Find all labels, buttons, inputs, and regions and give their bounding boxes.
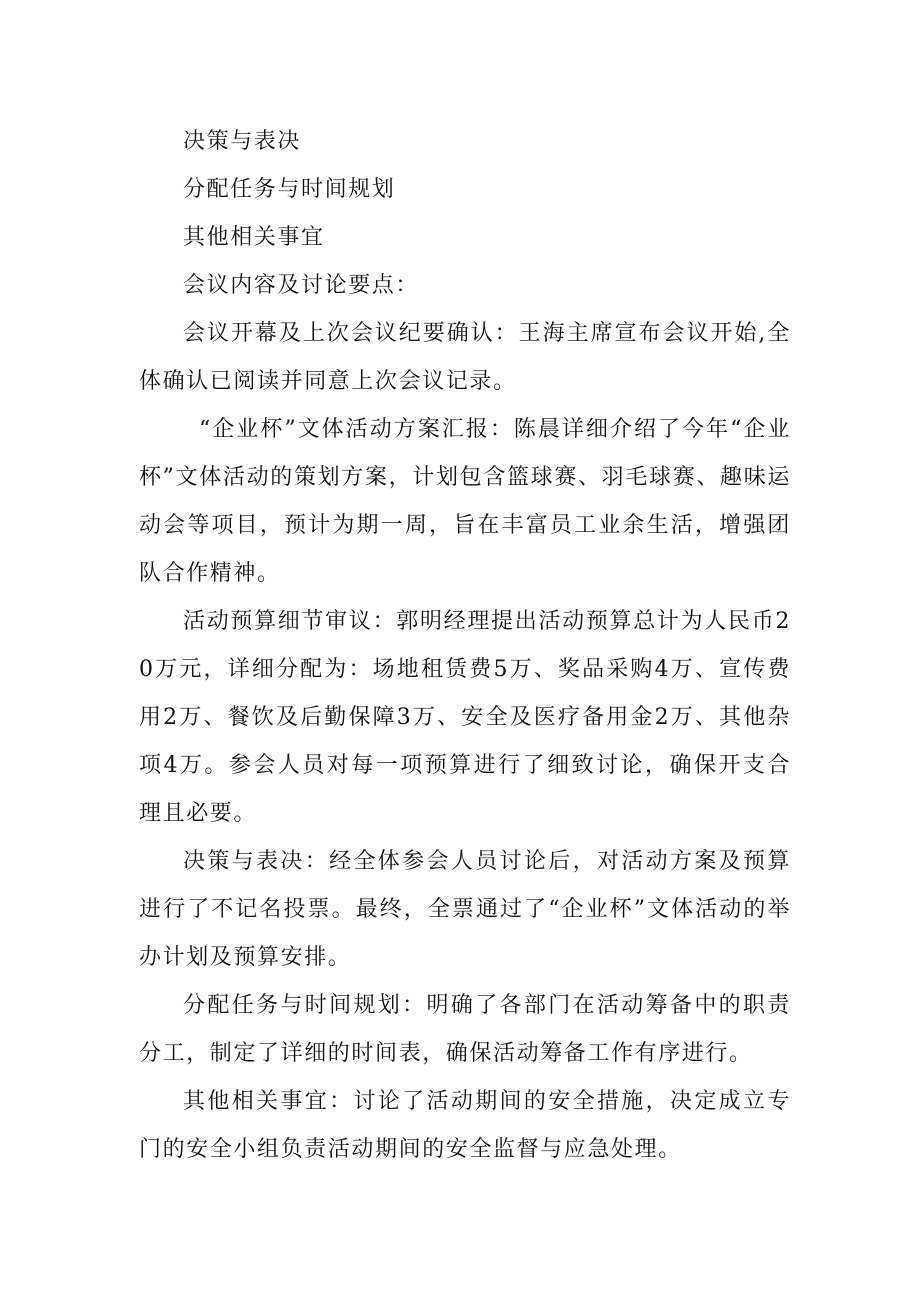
- paragraph-budget-review: 活动预算细节审议：郭明经理提出活动预算总计为人民币20万元，详细分配为：场地租赁费5万、奖品采购4万、宣传费用2万、餐饮及后勤保障3万、安全及医疗备用金2万、其他杂项4万。参会人员对每一项预算进行了细致讨论，确保开支合理且必要。: [139, 609, 791, 826]
- agenda-item-decision: 决策与表决: [183, 129, 302, 154]
- paragraph-opening: 会议开幕及上次会议纪要确认：王海主席宣布会议开始,全体确认已阅读并同意上次会议记录。: [139, 321, 791, 394]
- document-body: [139, 118, 791, 1174]
- agenda-item-task-assignment: 分配任务与时间规划: [183, 177, 396, 202]
- paragraph-task-assignment: 分配任务与时间规划：明确了各部门在活动筹备中的职责分工，制定了详细的时间表，确保活动筹备工作有序进行。: [139, 993, 791, 1066]
- paragraph-other-matters: 其他相关事宜：讨论了活动期间的安全措施，决定成立专门的安全小组负责活动期间的安全监督与应急处理。: [139, 1089, 791, 1162]
- section-heading: 会议内容及讨论要点：: [183, 273, 420, 298]
- paragraph-activity-plan: “企业杯”文体活动方案汇报：陈晨详细介绍了今年“企业杯”文体活动的策划方案，计划包含篮球赛、羽毛球赛、趣味运动会等项目，预计为期一周，旨在丰富员工业余生活，增强团队合作精神。: [139, 417, 791, 586]
- agenda-item-other-matters: 其他相关事宜: [183, 225, 325, 250]
- paragraph-decision-vote: 决策与表决：经全体参会人员讨论后，对活动方案及预算进行了不记名投票。最终，全票通过了“企业杯”文体活动的举办计划及预算安排。: [139, 849, 791, 970]
